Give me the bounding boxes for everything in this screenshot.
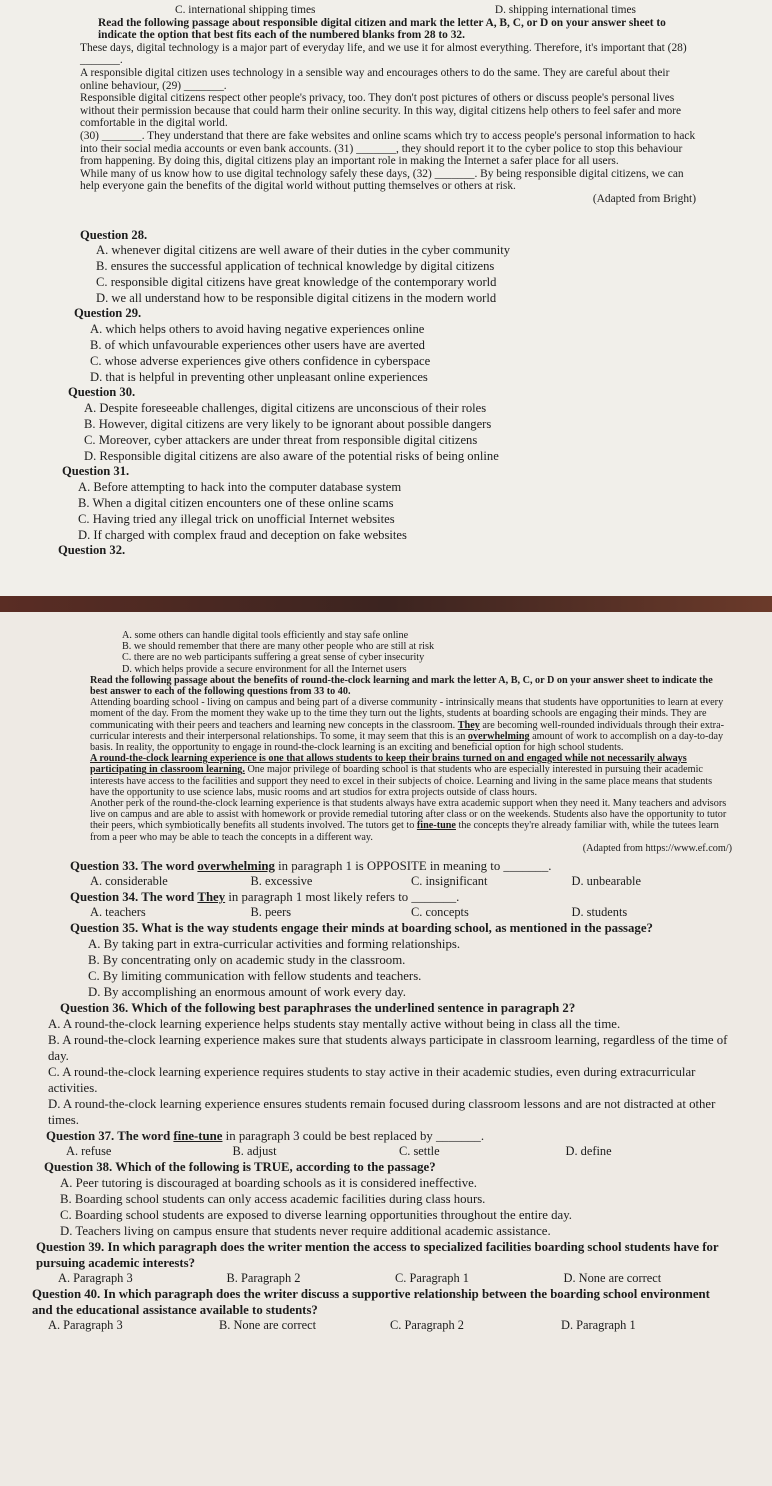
answer-option[interactable]: C. whose adverse experiences give others confidence in cyberspace [90, 353, 431, 368]
paragraph-text: amount of work to accomplish on a day-to-day basis. In reality, the opportunity to engage in round-the-clock learning is an exciting and beneficial option for high school students. [90, 730, 724, 754]
answer-option[interactable]: B. Paragraph 2 [226, 1271, 301, 1286]
passage-source: (Adapted from https://www.ef.com/) [582, 842, 732, 854]
question-35-options [30, 936, 732, 1000]
answer-option[interactable]: C. settle [399, 1144, 440, 1159]
worksheet-page-2 [0, 612, 772, 1486]
answer-option[interactable]: D. which helps provide a secure environment for all the Internet users [122, 663, 407, 675]
answer-option[interactable]: B. excessive [250, 874, 313, 889]
question-39-options [30, 1271, 732, 1286]
paragraph-text: the concepts they're already familiar with, while the tutees learn from a peer who may be able to teach the concepts in a different way. [90, 820, 719, 843]
question-text: Question 37. The word [46, 1129, 171, 1144]
question-33 [30, 858, 732, 874]
answer-option[interactable]: D. A round-the-clock learning experience ensures students remain focused during classroom lessons and are not distracted at other times. [48, 1097, 716, 1128]
option-c: C. international shipping times [175, 4, 316, 16]
answer-option[interactable]: B. adjust [232, 1144, 277, 1159]
question-28 [80, 228, 696, 307]
answer-option[interactable]: D. Responsible digital citizens are also aware of the potential risks of being online [84, 448, 499, 463]
question-39: Question 39. In which paragraph does the writer mention the access to specialized facilities boarding school students have for pursuing academic interests? [36, 1240, 719, 1271]
question-33-options [30, 874, 732, 889]
question-label: Question 31. [62, 464, 130, 479]
question-36: Question 36. Which of the following best paraphrases the underlined sentence in paragraph 2? [60, 1001, 576, 1016]
answer-option[interactable]: C. insignificant [411, 874, 488, 889]
question-32-options [30, 630, 732, 675]
question-37 [30, 1128, 732, 1144]
worksheet-page-1 [0, 0, 772, 596]
answer-option[interactable]: D. unbearable [571, 874, 641, 889]
underlined-word: They [197, 890, 226, 905]
paragraph-text: Attending boarding school - living on campus and being part of a diverse community - intrinsically means that students have opportunities to learn at every moment of the day. From the moment they wake up to the time they turn out the lights, students at boarding schools are engaging their minds. They are communicating with their peers and teachers and learning new concepts in the classroom. [90, 697, 724, 731]
answer-option[interactable]: A. Despite foreseeable challenges, digital citizens are unconscious of their roles [84, 401, 487, 416]
instruction: Read the following passage about responsible digital citizen and mark the letter A, B, C, or D on your answer sheet to indicate the option that best fits each of the numbered blanks from 28 to 32. [98, 16, 666, 42]
answer-option[interactable]: A. Before attempting to hack into the computer database system [78, 480, 402, 495]
answer-option[interactable]: D. that is helpful in preventing other unpleasant online experiences [90, 369, 428, 384]
question-text: in paragraph 3 could be best replaced by _______. [225, 1129, 485, 1144]
passage-source: (Adapted from Bright) [592, 192, 696, 205]
question-label: Question 28. [80, 227, 148, 242]
answer-option[interactable]: B. Boarding school students can only access academic facilities during class hours. [60, 1192, 486, 1207]
passage-paragraph-4: (30) _______. They understand that there are fake websites and online scams which try to access people's personal information to hack into their social media accounts or even bank accounts. (31) _______, they should report it to the cyber police to stop this behaviour from happening. By doing this, digital citizens play an important role in making the Internet a safer place for all users. [80, 129, 696, 168]
answer-option[interactable]: C. Moreover, cyber attackers are under threat from responsible digital citizens [84, 432, 478, 447]
question-34 [30, 889, 732, 905]
paragraph-text: are becoming well-rounded individuals through their extra-curricular interests and their interpersonal relationships. To some, it may seem that this is an [90, 719, 724, 742]
question-40-options [30, 1318, 732, 1333]
answer-option[interactable]: D. students [571, 905, 628, 920]
answer-option[interactable]: A. refuse [66, 1144, 112, 1159]
answer-option[interactable]: B. peers [250, 905, 292, 920]
answer-option[interactable]: A. teachers [90, 905, 146, 920]
question-38: Question 38. Which of the following is TRUE, according to the passage? [44, 1160, 436, 1175]
answer-option[interactable]: C. By limiting communication with fellow students and teachers. [88, 969, 422, 984]
answer-option[interactable]: A. some others can handle digital tools efficiently and stay safe online [122, 630, 409, 641]
answer-option[interactable]: A. whenever digital citizens are well aware of their duties in the cyber community [96, 243, 511, 258]
question-35: Question 35. What is the way students engage their minds at boarding school, as mentioned in the passage? [70, 921, 653, 936]
question-32-label: Question 32. [58, 543, 126, 558]
question-31 [62, 464, 696, 543]
passage-paragraph-3 [30, 798, 732, 843]
answer-option[interactable]: A. Paragraph 3 [48, 1318, 123, 1333]
question-34-options [30, 905, 732, 920]
underlined-word: overwhelming [197, 859, 275, 874]
underlined-sentence: A round-the-clock learning experience is one that allows students to keep their brains turned on and engaged while not necessarily always participating in classroom learning. [90, 753, 687, 776]
answer-option[interactable]: A. which helps others to avoid having negative experiences online [90, 322, 425, 337]
passage-paragraph-1: These days, digital technology is a major part of everyday life, and we use it for almost everything. Therefore, it's important that (28) _______. [80, 41, 687, 67]
answer-option[interactable]: C. there are no web participants suffering a great sense of cyber insecurity [122, 652, 425, 664]
answer-option[interactable]: A. Peer tutoring is discouraged at boarding schools as it is considered ineffective. [60, 1176, 477, 1191]
answer-option[interactable]: A. Paragraph 3 [58, 1271, 133, 1286]
option-d: D. shipping international times [494, 4, 636, 16]
answer-option[interactable]: D. Teachers living on campus ensure that students never require additional academic assistance. [60, 1224, 551, 1239]
question-text: in paragraph 1 most likely refers to _______. [228, 890, 460, 905]
question-36-options [30, 1016, 732, 1128]
question-text: Question 33. The word [70, 859, 195, 874]
previous-question-options [80, 4, 696, 17]
answer-option[interactable]: B. we should remember that there are many other people who are still at risk [122, 641, 435, 653]
question-37-options [30, 1144, 732, 1159]
passage-paragraph-2: A responsible digital citizen uses technology in a sensible way and encourages others to do the same. They are careful about their online behaviour, (29) _______. [80, 66, 670, 92]
answer-option[interactable]: C. Boarding school students are exposed to diverse learning opportunities throughout the entire day. [60, 1208, 573, 1223]
passage-paragraph-3: Responsible digital citizens respect other people's privacy, too. They don't post pictures of others or discuss people's personal lives without their permission because that could harm their online security. In this way, digital citizens help others to feel safer and more comfortable in the digital world. [80, 92, 682, 130]
question-text: Question 34. The word [70, 890, 195, 905]
answer-option[interactable]: C. Having tried any illegal trick on unofficial Internet websites [78, 511, 395, 526]
answer-option[interactable]: A. By taking part in extra-curricular activities and forming relationships. [88, 937, 461, 952]
answer-option[interactable]: B. ensures the successful application of technical knowledge by digital citizens [96, 259, 495, 274]
underlined-word-overwhelming: overwhelming [467, 730, 530, 742]
answer-option[interactable]: C. Paragraph 2 [390, 1318, 464, 1333]
answer-option[interactable]: B. By concentrating only on academic study in the classroom. [88, 953, 406, 968]
paragraph-text: Another perk of the round-the-clock learning experience is that students always have extra academic support when they need it. Many teachers and advisors live on campus and are able to assist with homework or provide remedial tutoring after class or on the weekends. Students also have the opportunity to tutor their peers, which symbiotically benefits all students involved. The tutors get to [90, 798, 727, 832]
answer-option[interactable]: B. However, digital citizens are very likely to be ignorant about possible dangers [84, 417, 492, 432]
answer-option[interactable]: C. Paragraph 1 [395, 1271, 469, 1286]
passage-paragraph-1 [30, 697, 732, 753]
answer-option[interactable]: B. A round-the-clock learning experience makes sure that students always participate in classroom learning, regardless of the time of day. [48, 1033, 728, 1064]
answer-option[interactable]: D. None are correct [563, 1271, 662, 1286]
question-38-options [30, 1175, 732, 1239]
question-40: Question 40. In which paragraph does the writer discuss a supportive relationship between the boarding school environment and the educational assistance available to students? [32, 1287, 710, 1318]
answer-option[interactable]: C. A round-the-clock learning experience requires students to stay active in their academic studies, even during extracurricular activities. [48, 1065, 696, 1096]
answer-option[interactable]: B. of which unfavourable experiences other users have are averted [90, 338, 425, 353]
question-label: Question 29. [74, 306, 142, 321]
underlined-word: fine-tune [173, 1129, 223, 1144]
paragraph-text: One major privilege of boarding school is that students who are especially interested in pursuing their academic interests have access to the facilities and support they need to excel in their subjects of choice. Learning and living in the same place means that students have the opportunity to use science labs, music rooms and art studios for extra projects outside of class hours. [90, 764, 713, 798]
answer-option[interactable]: D. Paragraph 1 [561, 1318, 636, 1333]
passage-paragraph-5: While many of us know how to use digital technology safely these days, (32) _______. By being responsible digital citizens, we can help everyone gain the benefits of the digital world without putting themselves or others at risk. [80, 167, 684, 193]
answer-option[interactable]: D. we all understand how to be responsible digital citizens in the modern world [96, 290, 497, 305]
answer-option[interactable]: D. define [565, 1144, 612, 1159]
passage-paragraph-2 [30, 753, 732, 798]
question-30 [68, 385, 696, 464]
answer-option[interactable]: B. When a digital citizen encounters one of these online scams [78, 496, 394, 511]
underlined-word-they: They [457, 719, 480, 731]
answer-option[interactable]: A. considerable [90, 874, 168, 889]
answer-option[interactable]: D. If charged with complex fraud and deception on fake websites [78, 527, 407, 542]
answer-option[interactable]: C. responsible digital citizens have great knowledge of the contemporary world [96, 274, 497, 289]
instruction: Read the following passage about the benefits of round-the-clock learning and mark the letter A, B, C, or D on your answer sheet to indicate the best answer to each of the following questions from 33 to 40. [90, 674, 713, 698]
answer-option[interactable]: B. None are correct [219, 1318, 317, 1333]
answer-option[interactable]: A. A round-the-clock learning experience helps students stay mentally active without being in class all the time. [48, 1017, 621, 1032]
question-text: in paragraph 1 is OPPOSITE in meaning to _______. [278, 859, 552, 874]
answer-option[interactable]: C. concepts [411, 905, 469, 920]
answer-option[interactable]: D. By accomplishing an enormous amount of work every day. [88, 985, 406, 1000]
question-29 [74, 306, 696, 385]
question-label: Question 30. [68, 385, 136, 400]
underlined-word-fine-tune: fine-tune [416, 820, 456, 832]
